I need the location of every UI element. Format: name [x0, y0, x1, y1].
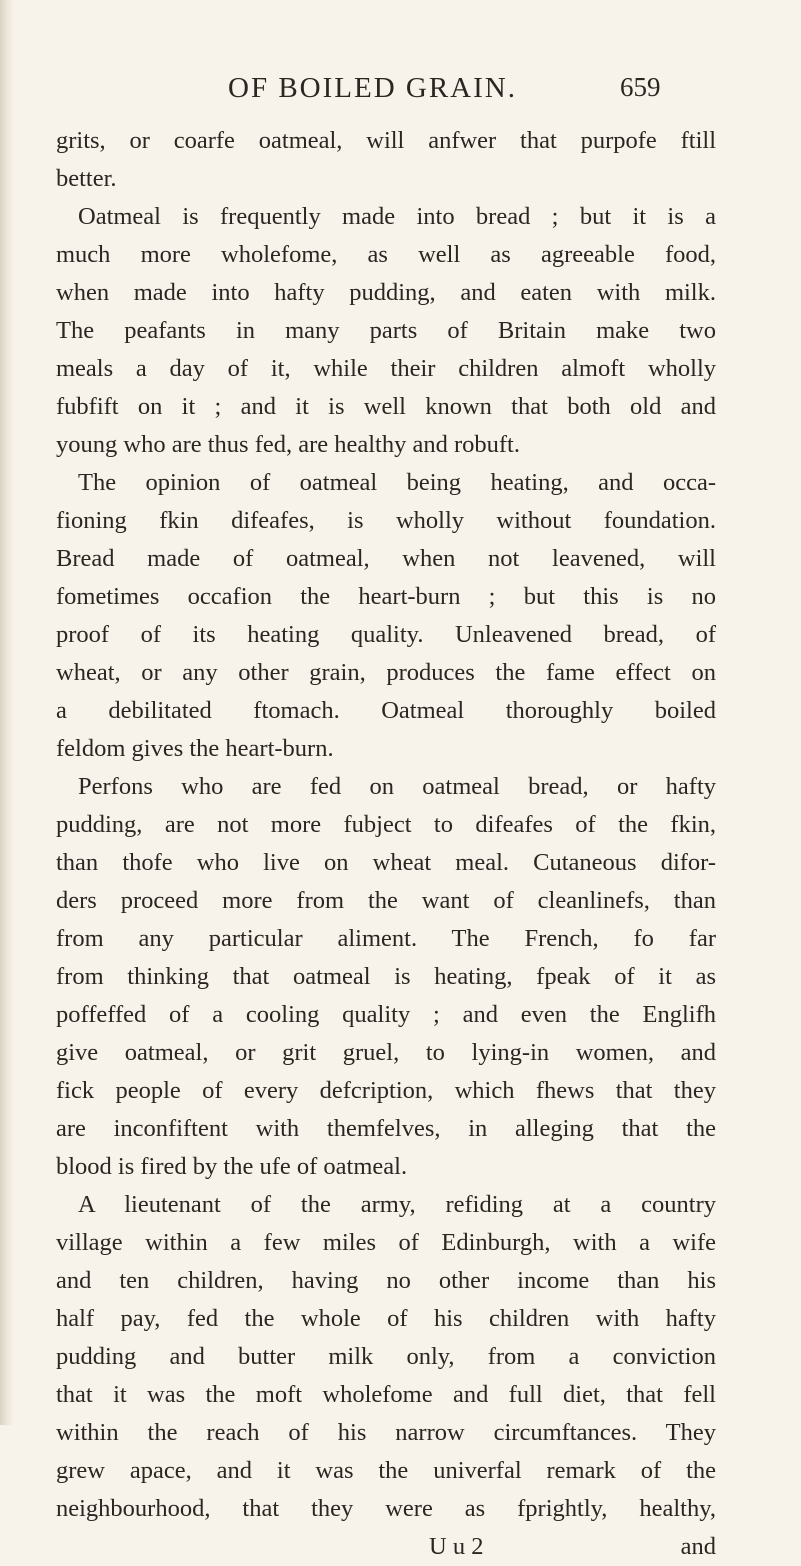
text-line: within the reach of his narrow circumftances. They: [56, 1419, 716, 1446]
text-line: poffeffed of a cooling quality ; and even the Englifh: [56, 1001, 716, 1028]
text-line: neighbourhood, that they were as fprightly, healthy,: [56, 1495, 716, 1522]
text-line: proof of its heating quality. Unleavened bread, of: [56, 621, 716, 648]
page-footer: [56, 1528, 716, 1566]
text-line: A lieutenant of the army, refiding at a country: [78, 1191, 716, 1218]
text-line: grew apace, and it was the univerfal remark of the: [56, 1457, 716, 1484]
text-line: pudding, are not more fubject to difeafes of the fkin,: [56, 811, 716, 838]
signature-mark: U u 2: [429, 1533, 484, 1560]
text-line: are inconfiftent with themfelves, in alleging that the: [56, 1115, 716, 1142]
text-line: fubfift on it ; and it is well known that both old and: [56, 393, 716, 420]
text-line: that it was the moft wholefome and full diet, that fell: [56, 1381, 716, 1408]
text-line: The opinion of oatmeal being heating, and occa-: [78, 469, 716, 496]
text-line: grits, or coarfe oatmeal, will anfwer that purpofe ftill: [56, 127, 716, 154]
text-line: when made into hafty pudding, and eaten with milk.: [56, 279, 716, 306]
text-line: meals a day of it, while their children almoft wholly: [56, 355, 716, 382]
text-line: blood is fired by the ufe of oatmeal.: [56, 1153, 408, 1180]
text-line: pudding and butter milk only, from a conviction: [56, 1343, 716, 1370]
text-line: fick people of every defcription, which fhews that they: [56, 1077, 716, 1104]
text-line: wheat, or any other grain, produces the fame effect on: [56, 659, 716, 686]
text-line: and ten children, having no other income than his: [56, 1267, 716, 1294]
text-line: than thofe who live on wheat meal. Cutaneous difor-: [56, 849, 716, 876]
text-line: much more wholefome, as well as agreeable food,: [56, 241, 716, 268]
text-lines: [56, 122, 716, 1528]
page-number: 659: [620, 72, 661, 102]
text-line: better.: [56, 165, 117, 192]
text-line: young who are thus fed, are healthy and robuft.: [56, 431, 520, 458]
page-binding-edge: [0, 0, 14, 1425]
text-line: village within a few miles of Edinburgh, with a wife: [56, 1229, 716, 1256]
text-line: fioning fkin difeafes, is wholly without foundation.: [56, 507, 716, 534]
text-line: fometimes occafion the heart-burn ; but this is no: [56, 583, 716, 610]
text-line: feldom gives the heart-burn.: [56, 735, 334, 762]
text-line: ders proceed more from the want of cleanlinefs, than: [56, 887, 716, 914]
text-line: from any particular aliment. The French, fo far: [56, 925, 716, 952]
page-header: [0, 72, 801, 116]
text-line: from thinking that oatmeal is heating, fpeak of it as: [56, 963, 716, 990]
body-text: [56, 122, 716, 1566]
running-head: OF BOILED GRAIN.: [228, 72, 517, 104]
text-line: half pay, fed the whole of his children with hafty: [56, 1305, 716, 1332]
text-line: give oatmeal, or grit gruel, to lying-in women, and: [56, 1039, 716, 1066]
text-line: Perfons who are fed on oatmeal bread, or hafty: [78, 773, 716, 800]
text-line: Oatmeal is frequently made into bread ; but it is a: [78, 203, 716, 230]
text-line: a debilitated ftomach. Oatmeal thoroughly boiled: [56, 697, 716, 724]
text-line: The peafants in many parts of Britain make two: [56, 317, 716, 344]
catchword: and: [680, 1533, 716, 1560]
text-line: Bread made of oatmeal, when not leavened, will: [56, 545, 716, 572]
